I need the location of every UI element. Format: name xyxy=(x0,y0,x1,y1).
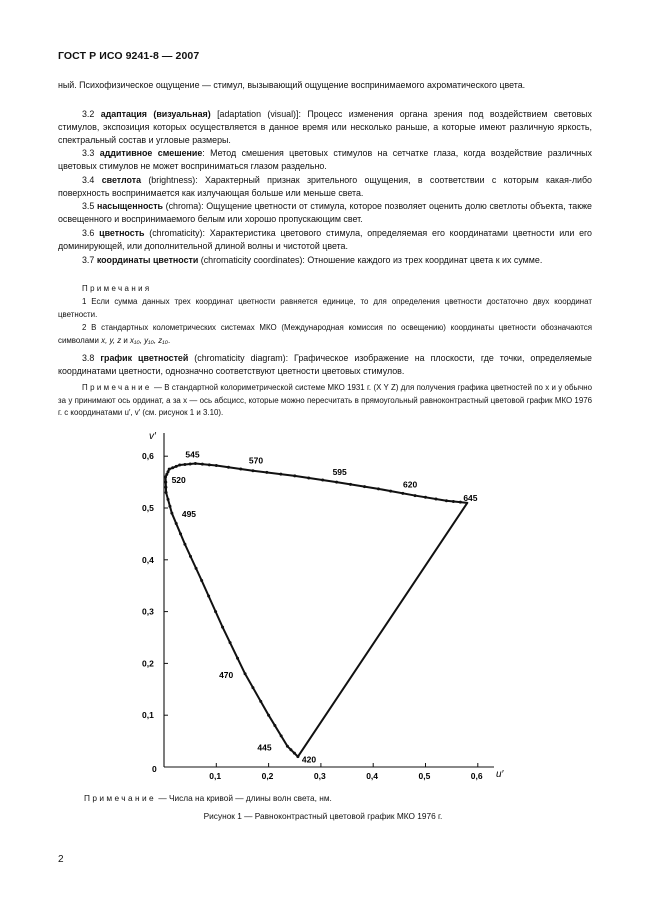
term: светлота xyxy=(101,175,142,185)
locus-point xyxy=(273,724,276,727)
locus-point xyxy=(208,463,211,466)
wavelength-label: 470 xyxy=(219,669,234,680)
locus-point xyxy=(424,496,427,499)
locus-point xyxy=(239,467,242,470)
x-tick-label: 0,4 xyxy=(366,771,379,781)
term: аддитивное смешение xyxy=(99,148,203,158)
y-tick-label: 0,5 xyxy=(142,503,154,513)
locus-point xyxy=(167,498,170,501)
locus-point xyxy=(175,522,178,525)
x-axis-label: u′ xyxy=(496,769,504,780)
note-2: 2 В стандартных колометрических системах МКО (Международная комиссия по освещению) координаты цветности обозначаются символами x, y, z и x₁₀, y₁₀, z₁₀. xyxy=(58,323,592,345)
locus-point xyxy=(165,473,168,476)
paragraph-continuation: ный. Психофизическое ощущение — стимул, вызывающий ощущение воспринимаемого ахроматического цвета. xyxy=(58,80,526,90)
wavelength-label: 570 xyxy=(248,455,264,466)
locus-point xyxy=(168,505,171,508)
locus-point xyxy=(251,469,254,472)
y-tick-label: 0,6 xyxy=(142,451,154,462)
locus-point xyxy=(221,626,224,629)
locus-point xyxy=(321,479,324,482)
note-text: — Числа на кривой — длины волн света, нм. xyxy=(156,793,332,803)
definition: (chroma): Ощущение цветности от стимула, которое позволяет оценить долю светлоты объекта, также освещенного и воспринимаемого белым или хорошо пропускающим свет. xyxy=(58,201,592,224)
locus-point xyxy=(170,512,173,515)
locus-point xyxy=(167,470,170,473)
x-tick-label: 0,2 xyxy=(261,771,274,781)
locus-point xyxy=(164,481,167,484)
clause-number: 3.6 xyxy=(82,228,100,238)
x-tick-label: 0,1 xyxy=(209,771,222,781)
locus-point xyxy=(165,491,168,494)
locus-point xyxy=(259,700,262,703)
locus-point xyxy=(265,471,268,474)
locus-point xyxy=(229,641,232,644)
locus-point xyxy=(363,485,366,488)
locus-point xyxy=(178,464,181,467)
locus-point xyxy=(289,748,292,751)
note-label: Примечание xyxy=(82,383,152,392)
document-header: ГОСТ Р ИСО 9241-8 — 2007 xyxy=(58,50,200,62)
wavelength-label: 645 xyxy=(463,492,478,503)
locus-point xyxy=(445,499,448,502)
wavelength-label: 545 xyxy=(185,449,200,460)
locus-point xyxy=(189,555,192,558)
locus-point xyxy=(236,657,239,660)
clause-number: 3.2 xyxy=(82,109,101,119)
locus-point xyxy=(164,475,167,478)
y-tick-label: 0,3 xyxy=(142,606,154,617)
locus-point xyxy=(207,595,210,598)
locus-point xyxy=(349,483,352,486)
term: график цветностей xyxy=(100,353,189,363)
definition: (chromaticity): Характеристика цветового стимула, определяемая его координатами цветности или его доминирующей, или дополнительной длиной волны и чистотой цвета. xyxy=(58,228,592,251)
locus-point xyxy=(183,543,186,546)
y-axis-label: v′ xyxy=(149,431,156,442)
locus-point xyxy=(377,487,380,490)
locus-point xyxy=(280,734,283,737)
locus-point xyxy=(296,755,299,758)
locus-point xyxy=(279,473,282,476)
clause-number: 3.8 xyxy=(82,353,101,363)
clause-number: 3.7 xyxy=(82,255,97,265)
clause-number: 3.4 xyxy=(82,175,102,185)
spectrum-locus-line xyxy=(166,463,468,756)
figure-caption: Рисунок 1 — Равноконтрастный цветовой график МКО 1976 г. xyxy=(203,811,443,821)
page-number: 2 xyxy=(58,854,64,865)
locus-point xyxy=(286,745,289,748)
figure-note xyxy=(84,792,604,805)
locus-point xyxy=(171,466,174,469)
wavelength-label: 445 xyxy=(257,742,272,753)
definition: (brightness): Характерный признак зрительного ощущения, в соответствии с которым какая-либо поверхность воспринимается как излучающая больше или меньше света. xyxy=(58,175,592,198)
x-tick-label: 0,5 xyxy=(418,771,431,781)
note-1: 1 Если сумма данных трех координат цветности равняется единице, то для определения цветности достаточно двух координат цветности. xyxy=(58,297,592,319)
y-tick-label: 0,1 xyxy=(142,710,154,721)
locus-point xyxy=(244,672,247,675)
wavelength-label: 495 xyxy=(181,509,197,520)
y-tick-label: 0,4 xyxy=(142,554,154,565)
locus-point xyxy=(227,466,230,469)
wavelength-label: 520 xyxy=(171,474,186,485)
x-tick-label: 0,6 xyxy=(470,771,483,781)
locus-point xyxy=(459,501,462,504)
locus-point xyxy=(175,465,178,468)
locus-point xyxy=(267,714,270,717)
note-text: — В стандартной колориметрической системе МКО 1931 г. (X Y Z) для получения графика цветностей по x и y обычно за y принимают ось ординат, а за x — ось абсцисс, которые можно пересчитать в прямоугольный равноконтрастный цветовой график МКО 1976 г. с координатами u′, v′ (см. рисунок 1 и 3.10). xyxy=(58,383,592,417)
locus-point xyxy=(179,532,182,535)
locus-point xyxy=(200,579,203,582)
wavelength-label: 420 xyxy=(301,754,317,765)
locus-point xyxy=(452,500,455,503)
x-tick-label: 0,3 xyxy=(313,771,326,781)
locus-point xyxy=(293,474,296,477)
definition: : Метод смешения цветовых стимулов на сетчатке глаза, когда воздействие различных цветовых стимулов не может восприниматься глазом раздельно. xyxy=(58,148,592,171)
locus-point xyxy=(401,492,404,495)
y-tick-label: 0,2 xyxy=(142,658,154,669)
locus-point xyxy=(389,490,392,493)
clause-number: 3.5 xyxy=(82,201,97,211)
wavelength-label: 595 xyxy=(332,467,347,478)
locus-point xyxy=(195,567,198,570)
locus-point xyxy=(214,610,217,613)
locus-point xyxy=(414,494,417,497)
clause-number: 3.3 xyxy=(82,148,100,158)
note-label: Примечание xyxy=(84,793,157,803)
locus-point xyxy=(189,462,192,465)
locus-point xyxy=(251,686,254,689)
locus-point xyxy=(183,463,186,466)
axes xyxy=(164,433,494,767)
definition: [adaptation (visual)]: Процесс изменения органа зрения под воздействием световых стимулов, экспозиция которых осуществляется в данное время или несколько раньше, а которые имеют различную яркость, спектральный состав и угловые размеры. xyxy=(58,109,592,145)
locus-point xyxy=(335,481,338,484)
locus-point xyxy=(194,462,197,465)
origin-label: 0 xyxy=(152,764,157,774)
locus-point xyxy=(201,463,204,466)
term: координаты цветности xyxy=(96,255,199,265)
locus-point xyxy=(307,476,310,479)
locus-point xyxy=(215,464,218,467)
locus-point xyxy=(434,498,437,501)
notes-heading: Примечания xyxy=(82,284,152,293)
definition: (chromaticity coordinates): Отношение каждого из трех координат цвета к их сумме. xyxy=(198,255,543,265)
locus-point xyxy=(164,486,167,489)
term: цветность xyxy=(99,228,145,238)
locus-point xyxy=(168,468,171,471)
definition: (chromaticity diagram): Графическое изображение на плоскости, где точки, определяемые координатами цветности, однозначно соответствуют цветности цветовых стимулов. xyxy=(58,353,592,376)
wavelength-label: 620 xyxy=(403,479,418,490)
term: насыщенность xyxy=(97,201,163,211)
term: адаптация (визуальная) xyxy=(100,109,211,119)
locus-point xyxy=(293,752,296,755)
